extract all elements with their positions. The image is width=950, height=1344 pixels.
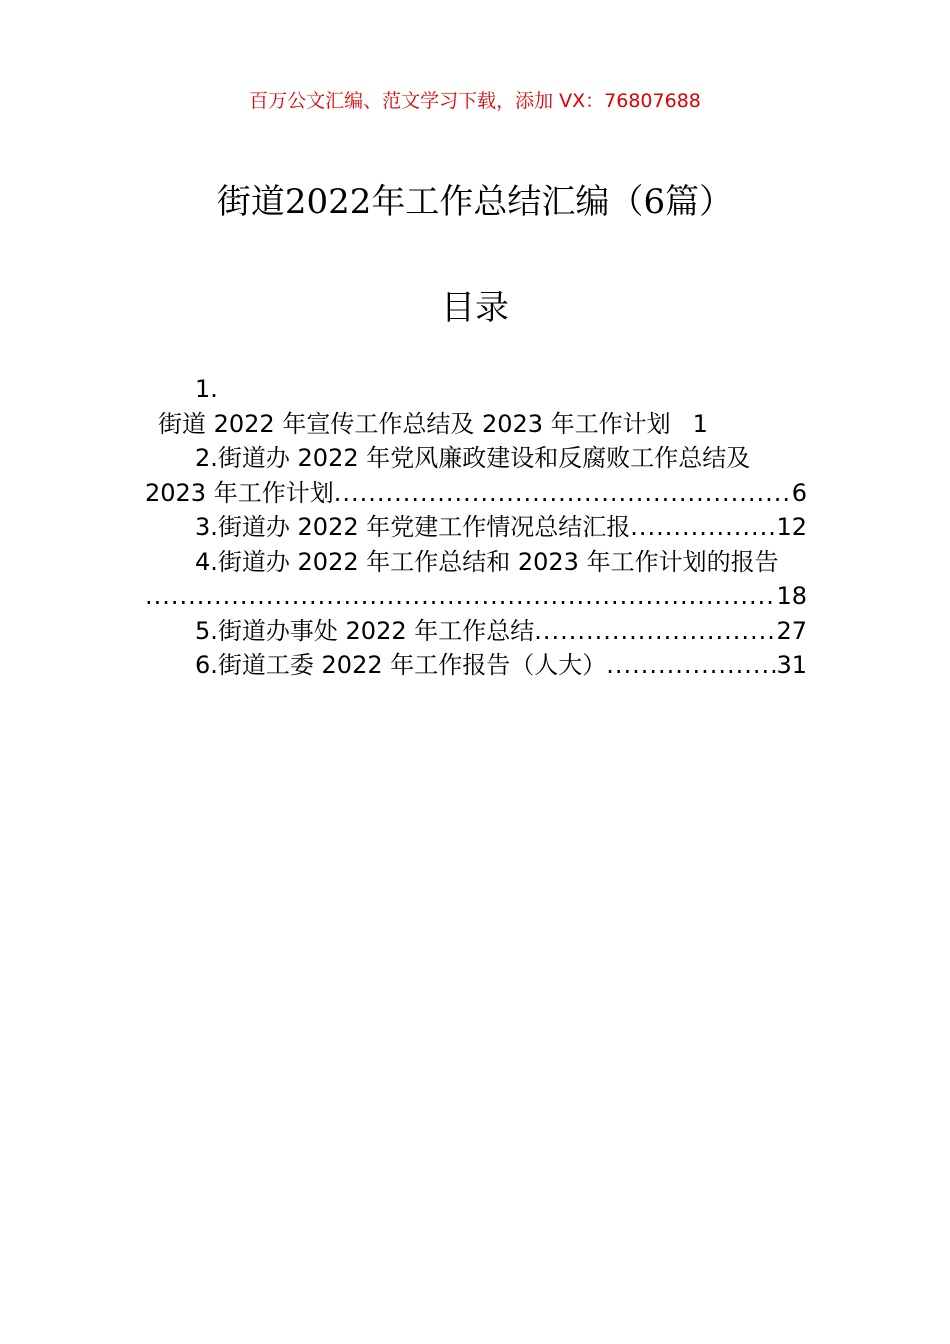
toc-item-1-text: 街道 2022 年宣传工作总结及 2023 年工作计划 bbox=[158, 409, 671, 438]
toc-item-2-page: 6 bbox=[791, 478, 807, 507]
toc-item-1-number[interactable] bbox=[145, 372, 807, 407]
title-year: 2022 bbox=[284, 182, 372, 222]
toc-item-6-page: 31 bbox=[776, 651, 807, 679]
toc-leader-dots bbox=[145, 579, 776, 614]
toc-heading: 目录 bbox=[441, 288, 509, 328]
toc-item-4-line-1[interactable] bbox=[145, 545, 807, 580]
header-watermark-note: 百万公文汇编、范文学习下载，添加 VX：76807688 bbox=[249, 90, 701, 112]
title-prefix: 街道 bbox=[216, 182, 285, 222]
table-of-contents bbox=[145, 372, 807, 683]
toc-item-6-text: 6.街道工委 2022 年工作报告（人大） bbox=[195, 651, 607, 679]
toc-item-5-text: 5.街道办事处 2022 年工作总结 bbox=[195, 616, 535, 645]
toc-item-1[interactable] bbox=[145, 407, 807, 442]
title-middle: 年工作总结汇编（ bbox=[371, 182, 644, 222]
toc-leader-dots bbox=[334, 476, 792, 511]
toc-item-5[interactable] bbox=[145, 614, 807, 649]
toc-item-4-text: 4.街道办 2022 年工作总结和 2023 年工作计划的报告 bbox=[195, 547, 779, 576]
title-count: 6 bbox=[643, 182, 666, 222]
toc-item-2-text-2: 2023 年工作计划 bbox=[145, 478, 334, 507]
toc-item-2-text-1: 2.街道办 2022 年党风廉政建设和反腐败工作总结及 bbox=[195, 444, 751, 472]
toc-item-1-num: 1. bbox=[195, 375, 218, 403]
toc-item-6[interactable] bbox=[145, 648, 807, 683]
document-title bbox=[0, 178, 950, 226]
toc-leader-dots bbox=[606, 648, 776, 683]
toc-item-5-page: 27 bbox=[776, 616, 807, 645]
toc-leader-dots bbox=[630, 510, 776, 545]
toc-item-4-line-2[interactable] bbox=[145, 579, 807, 614]
title-suffix: 篇） bbox=[665, 182, 734, 222]
toc-leader-dots bbox=[534, 614, 776, 649]
toc-item-2-line-2[interactable] bbox=[145, 476, 807, 511]
toc-item-2-line-1[interactable] bbox=[145, 441, 807, 476]
toc-item-3-text: 3.街道办 2022 年党建工作情况总结汇报 bbox=[195, 513, 631, 541]
toc-item-3-page: 12 bbox=[776, 513, 807, 541]
toc-item-4-page: 18 bbox=[776, 582, 807, 610]
toc-item-3[interactable] bbox=[145, 510, 807, 545]
toc-item-1-page: 1 bbox=[692, 409, 708, 438]
